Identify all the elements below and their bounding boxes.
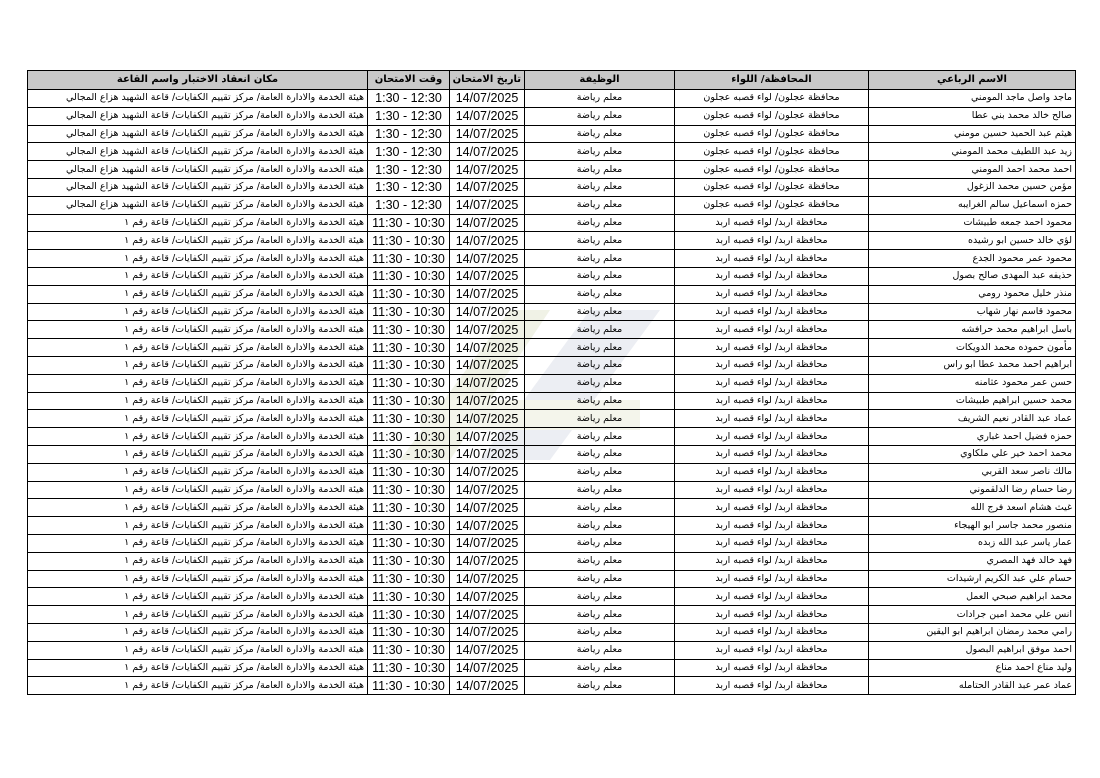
table-row <box>28 250 1076 268</box>
cell-location: هيئة الخدمة والادارة العامة/ مركز تقييم الكفايات/ قاعة رقم ١ <box>28 232 368 250</box>
cell-time: 11:30 - 10:30 <box>368 392 450 410</box>
cell-job: معلم رياضة <box>525 125 675 143</box>
cell-date: 14/07/2025 <box>450 410 525 428</box>
cell-name: حذيفه عبد المهدى صالح بصول <box>869 267 1076 285</box>
cell-date: 14/07/2025 <box>450 90 525 108</box>
cell-time: 1:30 - 12:30 <box>368 125 450 143</box>
cell-location: هيئة الخدمة والادارة العامة/ مركز تقييم الكفايات/ قاعة رقم ١ <box>28 463 368 481</box>
header-date: تاريخ الامتحان <box>450 71 525 90</box>
cell-governorate: محافظة اربد/ لواء قصبه اربد <box>675 445 869 463</box>
table-row <box>28 356 1076 374</box>
cell-governorate: محافظة اربد/ لواء قصبه اربد <box>675 499 869 517</box>
cell-date: 14/07/2025 <box>450 463 525 481</box>
cell-governorate: محافظة اربد/ لواء قصبه اربد <box>675 552 869 570</box>
cell-date: 14/07/2025 <box>450 178 525 196</box>
cell-job: معلم رياضة <box>525 339 675 357</box>
cell-date: 14/07/2025 <box>450 356 525 374</box>
cell-name: عماد عمر عبد القادر الحتامله <box>869 677 1076 695</box>
table-row <box>28 125 1076 143</box>
cell-governorate: محافظة اربد/ لواء قصبه اربد <box>675 356 869 374</box>
table-row <box>28 570 1076 588</box>
cell-location: هيئة الخدمة والادارة العامة/ مركز تقييم الكفايات/ قاعة رقم ١ <box>28 623 368 641</box>
cell-governorate: محافظة اربد/ لواء قصبه اربد <box>675 392 869 410</box>
cell-time: 11:30 - 10:30 <box>368 250 450 268</box>
cell-governorate: محافظة اربد/ لواء قصبه اربد <box>675 463 869 481</box>
cell-name: احمد محمد احمد المومني <box>869 161 1076 179</box>
cell-job: معلم رياضة <box>525 267 675 285</box>
cell-time: 11:30 - 10:30 <box>368 267 450 285</box>
cell-location: هيئة الخدمة والادارة العامة/ مركز تقييم الكفايات/ قاعة رقم ١ <box>28 499 368 517</box>
cell-governorate: محافظة اربد/ لواء قصبه اربد <box>675 214 869 232</box>
table-row <box>28 410 1076 428</box>
cell-date: 14/07/2025 <box>450 214 525 232</box>
cell-date: 14/07/2025 <box>450 321 525 339</box>
cell-job: معلم رياضة <box>525 303 675 321</box>
cell-job: معلم رياضة <box>525 374 675 392</box>
cell-date: 14/07/2025 <box>450 143 525 161</box>
table-row <box>28 534 1076 552</box>
cell-name: محمود عمر محمود الجدع <box>869 250 1076 268</box>
cell-time: 11:30 - 10:30 <box>368 463 450 481</box>
table-row <box>28 214 1076 232</box>
cell-governorate: محافظة عجلون/ لواء قصبه عجلون <box>675 107 869 125</box>
cell-location: هيئة الخدمة والادارة العامة/ مركز تقييم الكفايات/ قاعة رقم ١ <box>28 285 368 303</box>
header-name: الاسم الرباعي <box>869 71 1076 90</box>
cell-governorate: محافظة اربد/ لواء قصبه اربد <box>675 517 869 535</box>
cell-time: 11:30 - 10:30 <box>368 410 450 428</box>
cell-name: ماجد واصل ماجد المومني <box>869 90 1076 108</box>
cell-date: 14/07/2025 <box>450 250 525 268</box>
cell-governorate: محافظة اربد/ لواء قصبه اربد <box>675 588 869 606</box>
cell-job: معلم رياضة <box>525 517 675 535</box>
cell-governorate: محافظة اربد/ لواء قصبه اربد <box>675 285 869 303</box>
cell-job: معلم رياضة <box>525 623 675 641</box>
cell-name: محمد احمد خير علي ملكاوي <box>869 445 1076 463</box>
cell-job: معلم رياضة <box>525 161 675 179</box>
cell-job: معلم رياضة <box>525 143 675 161</box>
cell-job: معلم رياضة <box>525 659 675 677</box>
table-row <box>28 339 1076 357</box>
cell-date: 14/07/2025 <box>450 445 525 463</box>
cell-time: 1:30 - 12:30 <box>368 161 450 179</box>
cell-name: احمد موفق ابراهيم البصول <box>869 641 1076 659</box>
cell-time: 11:30 - 10:30 <box>368 517 450 535</box>
cell-date: 14/07/2025 <box>450 570 525 588</box>
cell-governorate: محافظة اربد/ لواء قصبه اربد <box>675 339 869 357</box>
cell-job: معلم رياضة <box>525 285 675 303</box>
table-row <box>28 374 1076 392</box>
cell-name: رضا حسام رضا الدلقموني <box>869 481 1076 499</box>
header-governorate: المحافظة/ اللواء <box>675 71 869 90</box>
cell-location: هيئة الخدمة والادارة العامة/ مركز تقييم الكفايات/ قاعة الشهيد هزاع المجالي <box>28 107 368 125</box>
table-row <box>28 517 1076 535</box>
cell-name: حمزه فضيل احمد غباري <box>869 428 1076 446</box>
cell-time: 11:30 - 10:30 <box>368 641 450 659</box>
header-job: الوظيفة <box>525 71 675 90</box>
cell-name: باسل ابراهيم محمد حرافشه <box>869 321 1076 339</box>
cell-location: هيئة الخدمة والادارة العامة/ مركز تقييم الكفايات/ قاعة رقم ١ <box>28 267 368 285</box>
cell-date: 14/07/2025 <box>450 125 525 143</box>
cell-time: 11:30 - 10:30 <box>368 481 450 499</box>
table-row <box>28 161 1076 179</box>
cell-date: 14/07/2025 <box>450 303 525 321</box>
cell-time: 11:30 - 10:30 <box>368 214 450 232</box>
cell-job: معلم رياضة <box>525 196 675 214</box>
cell-time: 11:30 - 10:30 <box>368 588 450 606</box>
cell-job: معلم رياضة <box>525 606 675 624</box>
cell-location: هيئة الخدمة والادارة العامة/ مركز تقييم الكفايات/ قاعة الشهيد هزاع المجالي <box>28 90 368 108</box>
cell-date: 14/07/2025 <box>450 641 525 659</box>
cell-governorate: محافظة اربد/ لواء قصبه اربد <box>675 428 869 446</box>
cell-governorate: محافظة عجلون/ لواء قصبه عجلون <box>675 90 869 108</box>
table-header-row <box>28 71 1076 90</box>
cell-time: 11:30 - 10:30 <box>368 677 450 695</box>
cell-date: 14/07/2025 <box>450 606 525 624</box>
cell-time: 1:30 - 12:30 <box>368 107 450 125</box>
cell-location: هيئة الخدمة والادارة العامة/ مركز تقييم الكفايات/ قاعة رقم ١ <box>28 374 368 392</box>
cell-date: 14/07/2025 <box>450 534 525 552</box>
cell-job: معلم رياضة <box>525 463 675 481</box>
cell-job: معلم رياضة <box>525 445 675 463</box>
cell-name: وليد مناع احمد مناع <box>869 659 1076 677</box>
cell-governorate: محافظة اربد/ لواء قصبه اربد <box>675 232 869 250</box>
cell-location: هيئة الخدمة والادارة العامة/ مركز تقييم الكفايات/ قاعة الشهيد هزاع المجالي <box>28 125 368 143</box>
table-row <box>28 428 1076 446</box>
cell-time: 11:30 - 10:30 <box>368 570 450 588</box>
cell-date: 14/07/2025 <box>450 161 525 179</box>
cell-name: ابراهيم احمد محمد عطا ابو راس <box>869 356 1076 374</box>
cell-date: 14/07/2025 <box>450 428 525 446</box>
cell-name: انس علي محمد امين جرادات <box>869 606 1076 624</box>
cell-location: هيئة الخدمة والادارة العامة/ مركز تقييم الكفايات/ قاعة رقم ١ <box>28 534 368 552</box>
cell-name: محمود قاسم نهار شهاب <box>869 303 1076 321</box>
cell-job: معلم رياضة <box>525 641 675 659</box>
cell-time: 11:30 - 10:30 <box>368 356 450 374</box>
cell-governorate: محافظة اربد/ لواء قصبه اربد <box>675 374 869 392</box>
cell-governorate: محافظة اربد/ لواء قصبه اربد <box>675 250 869 268</box>
cell-location: هيئة الخدمة والادارة العامة/ مركز تقييم الكفايات/ قاعة رقم ١ <box>28 356 368 374</box>
cell-location: هيئة الخدمة والادارة العامة/ مركز تقييم الكفايات/ قاعة رقم ١ <box>28 410 368 428</box>
table-body <box>28 90 1076 695</box>
cell-time: 1:30 - 12:30 <box>368 90 450 108</box>
cell-location: هيئة الخدمة والادارة العامة/ مركز تقييم الكفايات/ قاعة رقم ١ <box>28 445 368 463</box>
cell-time: 11:30 - 10:30 <box>368 499 450 517</box>
cell-time: 11:30 - 10:30 <box>368 552 450 570</box>
cell-name: فهد خالد فهد المصري <box>869 552 1076 570</box>
cell-location: هيئة الخدمة والادارة العامة/ مركز تقييم الكفايات/ قاعة الشهيد هزاع المجالي <box>28 143 368 161</box>
table-row <box>28 392 1076 410</box>
cell-date: 14/07/2025 <box>450 517 525 535</box>
cell-time: 1:30 - 12:30 <box>368 178 450 196</box>
cell-location: هيئة الخدمة والادارة العامة/ مركز تقييم الكفايات/ قاعة الشهيد هزاع المجالي <box>28 196 368 214</box>
cell-time: 1:30 - 12:30 <box>368 143 450 161</box>
cell-time: 11:30 - 10:30 <box>368 303 450 321</box>
cell-governorate: محافظة عجلون/ لواء قصبه عجلون <box>675 161 869 179</box>
cell-governorate: محافظة اربد/ لواء قصبه اربد <box>675 606 869 624</box>
cell-name: منذر خليل محمود رومي <box>869 285 1076 303</box>
table-row <box>28 463 1076 481</box>
cell-governorate: محافظة اربد/ لواء قصبه اربد <box>675 267 869 285</box>
cell-governorate: محافظة اربد/ لواء قصبه اربد <box>675 534 869 552</box>
cell-name: عماد عبد القادر نعيم الشريف <box>869 410 1076 428</box>
cell-governorate: محافظة اربد/ لواء قصبه اربد <box>675 303 869 321</box>
cell-date: 14/07/2025 <box>450 481 525 499</box>
cell-location: هيئة الخدمة والادارة العامة/ مركز تقييم الكفايات/ قاعة رقم ١ <box>28 214 368 232</box>
cell-governorate: محافظة اربد/ لواء قصبه اربد <box>675 659 869 677</box>
cell-job: معلم رياضة <box>525 107 675 125</box>
header-location: مكان انعقاد الاختبار واسم القاعة <box>28 71 368 90</box>
cell-location: هيئة الخدمة والادارة العامة/ مركز تقييم الكفايات/ قاعة رقم ١ <box>28 339 368 357</box>
cell-job: معلم رياضة <box>525 534 675 552</box>
cell-name: هيثم عبد الحميد حسين مومني <box>869 125 1076 143</box>
cell-date: 14/07/2025 <box>450 232 525 250</box>
cell-location: هيئة الخدمة والادارة العامة/ مركز تقييم الكفايات/ قاعة رقم ١ <box>28 392 368 410</box>
exam-schedule-table <box>27 70 1076 695</box>
cell-job: معلم رياضة <box>525 588 675 606</box>
cell-name: محمود احمد جمعه طبيشات <box>869 214 1076 232</box>
cell-time: 11:30 - 10:30 <box>368 428 450 446</box>
cell-governorate: محافظة اربد/ لواء قصبه اربد <box>675 570 869 588</box>
cell-name: حسن عمر محمود عثامنه <box>869 374 1076 392</box>
table-row <box>28 267 1076 285</box>
cell-name: غيث هشام اسعد فرج الله <box>869 499 1076 517</box>
cell-job: معلم رياضة <box>525 321 675 339</box>
cell-location: هيئة الخدمة والادارة العامة/ مركز تقييم الكفايات/ قاعة رقم ١ <box>28 588 368 606</box>
table-row <box>28 677 1076 695</box>
cell-date: 14/07/2025 <box>450 374 525 392</box>
header-time: وقت الامتحان <box>368 71 450 90</box>
cell-name: زيد عبد اللطيف محمد المومني <box>869 143 1076 161</box>
cell-governorate: محافظة عجلون/ لواء قصبه عجلون <box>675 196 869 214</box>
cell-time: 11:30 - 10:30 <box>368 232 450 250</box>
cell-location: هيئة الخدمة والادارة العامة/ مركز تقييم الكفايات/ قاعة رقم ١ <box>28 552 368 570</box>
cell-date: 14/07/2025 <box>450 499 525 517</box>
table-row <box>28 445 1076 463</box>
cell-location: هيئة الخدمة والادارة العامة/ مركز تقييم الكفايات/ قاعة الشهيد هزاع المجالي <box>28 178 368 196</box>
cell-name: مؤمن حسين محمد الزغول <box>869 178 1076 196</box>
cell-location: هيئة الخدمة والادارة العامة/ مركز تقييم الكفايات/ قاعة الشهيد هزاع المجالي <box>28 161 368 179</box>
cell-name: محمد حسين ابراهيم طبيشات <box>869 392 1076 410</box>
cell-job: معلم رياضة <box>525 356 675 374</box>
cell-time: 1:30 - 12:30 <box>368 196 450 214</box>
cell-date: 14/07/2025 <box>450 339 525 357</box>
cell-name: صالح خالد محمد بني عطا <box>869 107 1076 125</box>
cell-job: معلم رياضة <box>525 410 675 428</box>
cell-name: مالك ناصر سعد القربي <box>869 463 1076 481</box>
cell-time: 11:30 - 10:30 <box>368 374 450 392</box>
cell-time: 11:30 - 10:30 <box>368 606 450 624</box>
cell-name: عمار ياسر عبد الله زبده <box>869 534 1076 552</box>
table-row <box>28 659 1076 677</box>
table-row <box>28 588 1076 606</box>
table-row <box>28 481 1076 499</box>
cell-name: مأمون حموده محمد الدويكات <box>869 339 1076 357</box>
cell-governorate: محافظة اربد/ لواء قصبه اربد <box>675 641 869 659</box>
cell-job: معلم رياضة <box>525 250 675 268</box>
table-row <box>28 303 1076 321</box>
cell-name: رامي محمد رمضان ابراهيم ابو اليقين <box>869 623 1076 641</box>
table-row <box>28 285 1076 303</box>
cell-date: 14/07/2025 <box>450 623 525 641</box>
cell-time: 11:30 - 10:30 <box>368 339 450 357</box>
cell-name: لؤي خالد حسين ابو رشيده <box>869 232 1076 250</box>
cell-governorate: محافظة اربد/ لواء قصبه اربد <box>675 481 869 499</box>
cell-time: 11:30 - 10:30 <box>368 623 450 641</box>
cell-location: هيئة الخدمة والادارة العامة/ مركز تقييم الكفايات/ قاعة رقم ١ <box>28 321 368 339</box>
table-row <box>28 196 1076 214</box>
table-row <box>28 321 1076 339</box>
cell-location: هيئة الخدمة والادارة العامة/ مركز تقييم الكفايات/ قاعة رقم ١ <box>28 481 368 499</box>
cell-job: معلم رياضة <box>525 232 675 250</box>
cell-name: محمد ابراهيم صبحي العمل <box>869 588 1076 606</box>
table-row <box>28 178 1076 196</box>
cell-date: 14/07/2025 <box>450 659 525 677</box>
cell-location: هيئة الخدمة والادارة العامة/ مركز تقييم الكفايات/ قاعة رقم ١ <box>28 250 368 268</box>
cell-name: حمزه اسماعيل سالم الغرايبه <box>869 196 1076 214</box>
cell-governorate: محافظة اربد/ لواء قصبه اربد <box>675 410 869 428</box>
cell-name: منصور محمد جاسر ابو الهيجاء <box>869 517 1076 535</box>
table-row <box>28 606 1076 624</box>
cell-job: معلم رياضة <box>525 214 675 232</box>
exam-schedule-sheet <box>27 70 1075 695</box>
cell-job: معلم رياضة <box>525 499 675 517</box>
cell-date: 14/07/2025 <box>450 588 525 606</box>
cell-time: 11:30 - 10:30 <box>368 445 450 463</box>
cell-governorate: محافظة عجلون/ لواء قصبه عجلون <box>675 143 869 161</box>
cell-time: 11:30 - 10:30 <box>368 659 450 677</box>
cell-job: معلم رياضة <box>525 178 675 196</box>
cell-time: 11:30 - 10:30 <box>368 534 450 552</box>
table-row <box>28 232 1076 250</box>
cell-date: 14/07/2025 <box>450 267 525 285</box>
cell-location: هيئة الخدمة والادارة العامة/ مركز تقييم الكفايات/ قاعة رقم ١ <box>28 677 368 695</box>
table-row <box>28 107 1076 125</box>
cell-location: هيئة الخدمة والادارة العامة/ مركز تقييم الكفايات/ قاعة رقم ١ <box>28 659 368 677</box>
table-row <box>28 623 1076 641</box>
table-row <box>28 552 1076 570</box>
cell-governorate: محافظة اربد/ لواء قصبه اربد <box>675 623 869 641</box>
cell-job: معلم رياضة <box>525 677 675 695</box>
cell-date: 14/07/2025 <box>450 552 525 570</box>
cell-job: معلم رياضة <box>525 428 675 446</box>
cell-date: 14/07/2025 <box>450 107 525 125</box>
cell-governorate: محافظة اربد/ لواء قصبه اربد <box>675 677 869 695</box>
cell-governorate: محافظة عجلون/ لواء قصبه عجلون <box>675 125 869 143</box>
cell-governorate: محافظة عجلون/ لواء قصبه عجلون <box>675 178 869 196</box>
cell-date: 14/07/2025 <box>450 392 525 410</box>
cell-job: معلم رياضة <box>525 570 675 588</box>
cell-date: 14/07/2025 <box>450 196 525 214</box>
cell-time: 11:30 - 10:30 <box>368 285 450 303</box>
cell-job: معلم رياضة <box>525 392 675 410</box>
cell-location: هيئة الخدمة والادارة العامة/ مركز تقييم الكفايات/ قاعة رقم ١ <box>28 428 368 446</box>
cell-date: 14/07/2025 <box>450 677 525 695</box>
cell-job: معلم رياضة <box>525 552 675 570</box>
cell-location: هيئة الخدمة والادارة العامة/ مركز تقييم الكفايات/ قاعة رقم ١ <box>28 606 368 624</box>
table-row <box>28 90 1076 108</box>
cell-job: معلم رياضة <box>525 90 675 108</box>
table-row <box>28 143 1076 161</box>
cell-time: 11:30 - 10:30 <box>368 321 450 339</box>
cell-location: هيئة الخدمة والادارة العامة/ مركز تقييم الكفايات/ قاعة رقم ١ <box>28 570 368 588</box>
table-row <box>28 641 1076 659</box>
cell-governorate: محافظة اربد/ لواء قصبه اربد <box>675 321 869 339</box>
cell-location: هيئة الخدمة والادارة العامة/ مركز تقييم الكفايات/ قاعة رقم ١ <box>28 303 368 321</box>
cell-date: 14/07/2025 <box>450 285 525 303</box>
cell-location: هيئة الخدمة والادارة العامة/ مركز تقييم الكفايات/ قاعة رقم ١ <box>28 517 368 535</box>
cell-location: هيئة الخدمة والادارة العامة/ مركز تقييم الكفايات/ قاعة رقم ١ <box>28 641 368 659</box>
cell-job: معلم رياضة <box>525 481 675 499</box>
table-row <box>28 499 1076 517</box>
cell-name: حسام علي عبد الكريم ارشيدات <box>869 570 1076 588</box>
